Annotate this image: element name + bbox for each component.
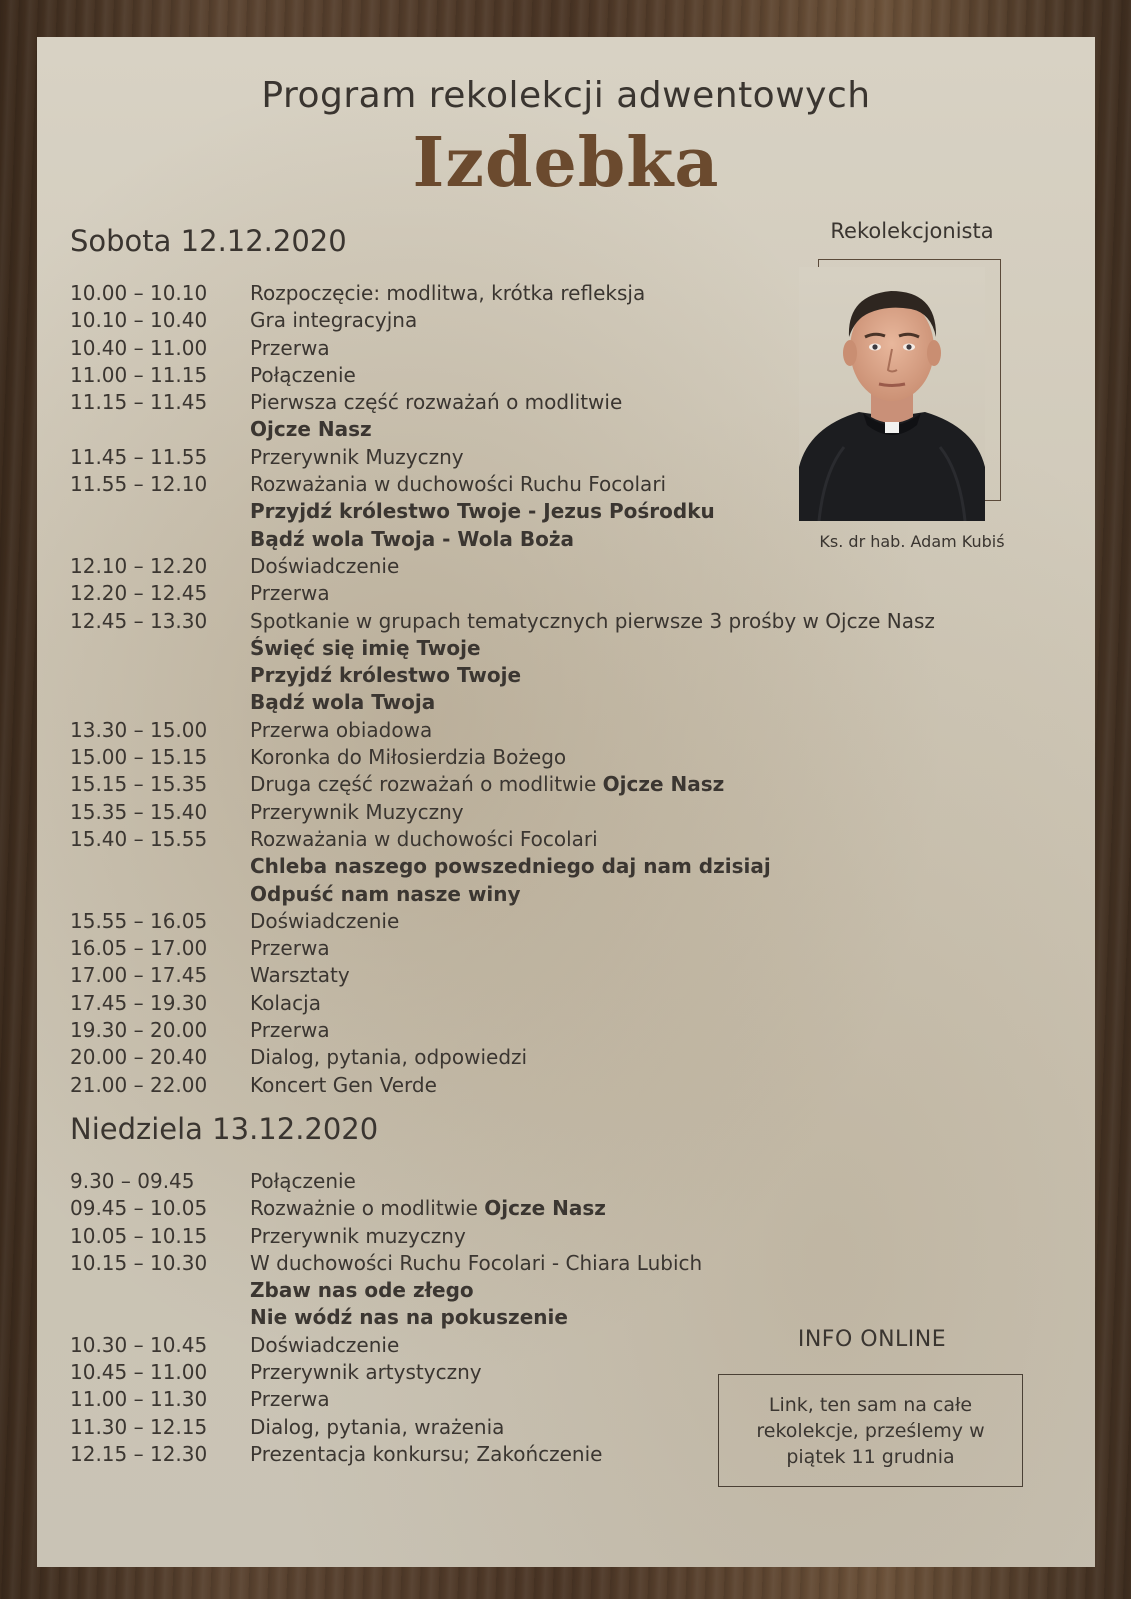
schedule-text: Koncert Gen Verde (250, 1072, 437, 1097)
schedule-text: W duchowości Ruchu Focolari - Chiara Lubich (250, 1250, 703, 1275)
schedule-description (250, 580, 1090, 607)
schedule-time (70, 416, 250, 443)
schedule-time (70, 662, 250, 689)
schedule-text: Druga część rozważań o modlitwie (250, 772, 603, 797)
schedule-text: Połączenie (250, 1169, 356, 1193)
schedule-time: 11.55 – 12.10 (70, 472, 208, 497)
schedule-time: 10.05 – 10.15 (70, 1223, 208, 1248)
schedule-description (250, 635, 1090, 662)
schedule-description (250, 553, 1090, 580)
schedule-highlight: Odpuść nam nasze winy (250, 881, 521, 906)
schedule-text: Doświadczenie (250, 553, 400, 578)
schedule-description (250, 717, 1090, 744)
schedule-text: Przerwa (250, 1387, 330, 1412)
schedule-time: 19.30 – 20.00 (70, 1018, 208, 1043)
schedule-description (250, 1195, 1090, 1222)
schedule-text: Kolacja (250, 990, 321, 1015)
schedule-time: 10.00 – 10.10 (70, 281, 208, 305)
schedule-time: 12.20 – 12.45 (70, 581, 208, 606)
schedule-row (70, 881, 1090, 908)
schedule-description (250, 1168, 1090, 1195)
schedule-time: 9.30 – 09.45 (70, 1169, 195, 1193)
schedule-description (250, 1223, 1090, 1250)
schedule-text: Przerwa (250, 335, 330, 360)
schedule-description (250, 744, 1090, 771)
schedule-description (250, 1250, 1090, 1277)
schedule-text: Rozważnie o modlitwie (250, 1196, 485, 1221)
schedule-time: 11.15 – 11.45 (70, 390, 208, 415)
schedule-text: Rozważania w duchowości Ruchu Focolari (250, 472, 667, 497)
schedule-description (250, 962, 1090, 989)
schedule-description (250, 1017, 1090, 1044)
schedule-text: Dialog, pytania, wrażenia (250, 1414, 505, 1439)
schedule-row (70, 1072, 1090, 1099)
schedule-text: Spotkanie w grupach tematycznych pierwsze 3 prośby w Ojcze Nasz (250, 608, 935, 633)
info-title: INFO ONLINE (797, 1327, 947, 1352)
schedule-row (70, 689, 1090, 716)
schedule-description (250, 689, 1090, 716)
schedule-text: Prezentacja konkursu; Zakończenie (250, 1441, 603, 1466)
schedule-time: 15.00 – 15.15 (70, 745, 208, 770)
sunday-heading: Niedziela 13.12.2020 (70, 1112, 379, 1146)
schedule-row (70, 826, 1090, 853)
schedule-description (250, 608, 1090, 635)
schedule-time (70, 526, 250, 553)
schedule-description (250, 853, 1090, 880)
schedule-time (70, 1277, 250, 1304)
schedule-time: 10.30 – 10.45 (70, 1332, 208, 1357)
schedule-time: 20.00 – 20.40 (70, 1045, 208, 1070)
schedule-time: 11.00 – 11.15 (70, 362, 208, 387)
schedule-row (70, 799, 1090, 826)
schedule-text: Przerywnik Muzyczny (250, 799, 464, 824)
schedule-highlight: Chleba naszego powszedniego daj nam dzisiaj (250, 854, 771, 879)
schedule-time: 15.55 – 16.05 (70, 908, 208, 933)
schedule-text: Dialog, pytania, odpowiedzi (250, 1045, 528, 1070)
schedule-time: 12.10 – 12.20 (70, 553, 208, 578)
schedule-row (70, 1195, 1090, 1222)
schedule-time: 10.45 – 11.00 (70, 1360, 208, 1385)
info-text: Link, ten sam na całe rekolekcje, prześlemy w piątek 11 grudnia (756, 1393, 985, 1468)
info-box (718, 1374, 1023, 1487)
schedule-row (70, 744, 1090, 771)
schedule-highlight: Ojcze Nasz (602, 772, 725, 797)
lecturer-name: Ks. dr hab. Adam Kubiś (819, 532, 1005, 551)
schedule-text: Pierwsza część rozważań o modlitwie (250, 390, 623, 415)
schedule-text: Koronka do Miłosierdzia Bożego (250, 745, 567, 770)
schedule-time (70, 881, 250, 908)
schedule-row (70, 608, 1090, 635)
schedule-row (70, 935, 1090, 962)
schedule-text: Rozważania w duchowości Focolari (250, 826, 598, 851)
schedule-time: 15.35 – 15.40 (70, 799, 208, 824)
poster-panel (37, 37, 1095, 1567)
schedule-text: Przerywnik muzyczny (250, 1223, 466, 1248)
schedule-time: 17.00 – 17.45 (70, 963, 208, 988)
schedule-text: Rozpoczęcie: modlitwa, krótka refleksja (250, 281, 646, 305)
schedule-row (70, 1168, 1090, 1195)
schedule-highlight: Bądź wola Twoja (250, 690, 436, 715)
schedule-text: Doświadczenie (250, 908, 400, 933)
schedule-description (250, 881, 1090, 908)
schedule-time: 15.40 – 15.55 (70, 826, 208, 851)
schedule-row (70, 1017, 1090, 1044)
schedule-row (70, 1044, 1090, 1071)
schedule-highlight: Przyjdź królestwo Twoje - Jezus Pośrodku (250, 499, 715, 524)
schedule-time (70, 635, 250, 662)
schedule-highlight: Święć się imię Twoje (250, 635, 481, 660)
schedule-description (250, 908, 1090, 935)
schedule-highlight: Bądź wola Twoja - Wola Boża (250, 526, 574, 551)
schedule-time (70, 1304, 250, 1331)
lecturer-label: Rekolekcjonista (830, 219, 994, 243)
schedule-text: Przerwa (250, 1018, 330, 1043)
schedule-time: 10.15 – 10.30 (70, 1250, 208, 1275)
schedule-description (250, 662, 1090, 689)
schedule-row (70, 990, 1090, 1017)
schedule-time: 15.15 – 15.35 (70, 772, 208, 797)
schedule-text: Doświadczenie (250, 1332, 400, 1357)
schedule-row (70, 771, 1090, 798)
schedule-time: 10.10 – 10.40 (70, 308, 208, 333)
schedule-text: Przerwa (250, 936, 330, 961)
schedule-description (250, 1044, 1090, 1071)
schedule-time: 13.30 – 15.00 (70, 717, 208, 742)
schedule-time: 21.00 – 22.00 (70, 1072, 208, 1097)
schedule-time: 11.00 – 11.30 (70, 1387, 208, 1412)
schedule-row (70, 908, 1090, 935)
schedule-row (70, 1223, 1090, 1250)
schedule-time: 11.45 – 11.55 (70, 444, 208, 469)
schedule-highlight: Nie wódź nas na pokuszenie (250, 1305, 568, 1330)
schedule-row (70, 962, 1090, 989)
poster-subtitle: Program rekolekcji adwentowych (261, 75, 871, 116)
schedule-highlight: Ojcze Nasz (250, 417, 372, 442)
schedule-description (250, 771, 1090, 798)
schedule-row (70, 662, 1090, 689)
schedule-row (70, 853, 1090, 880)
schedule-row (70, 1277, 1090, 1304)
schedule-text: Połączenie (250, 362, 356, 387)
schedule-row (70, 553, 1090, 580)
poster-title: Izdebka (412, 123, 720, 203)
saturday-heading: Sobota 12.12.2020 (70, 224, 347, 258)
schedule-time: 16.05 – 17.00 (70, 936, 208, 961)
schedule-row (70, 580, 1090, 607)
schedule-highlight: Ojcze Nasz (484, 1196, 606, 1221)
schedule-text: Przerywnik artystyczny (250, 1360, 482, 1385)
lecturer-photo (799, 267, 985, 521)
schedule-highlight: Zbaw nas ode złego (250, 1278, 474, 1303)
schedule-time: 09.45 – 10.05 (70, 1196, 208, 1221)
schedule-text: Gra integracyjna (250, 308, 418, 333)
schedule-time (70, 689, 250, 716)
schedule-text: Przerwa (250, 581, 330, 606)
schedule-text: Przerywnik Muzyczny (250, 444, 464, 469)
schedule-time: 12.45 – 13.30 (70, 608, 208, 633)
schedule-time: 11.30 – 12.15 (70, 1414, 208, 1439)
schedule-text: Przerwa obiadowa (250, 717, 433, 742)
schedule-description (250, 799, 1090, 826)
schedule-description (250, 826, 1090, 853)
schedule-time (70, 853, 250, 880)
schedule-row (70, 717, 1090, 744)
schedule-row (70, 635, 1090, 662)
schedule-time: 17.45 – 19.30 (70, 990, 208, 1015)
schedule-highlight: Przyjdź królestwo Twoje (250, 663, 522, 688)
schedule-time: 10.40 – 11.00 (70, 335, 208, 360)
schedule-description (250, 935, 1090, 962)
schedule-time: 12.15 – 12.30 (70, 1441, 208, 1466)
schedule-description (250, 990, 1090, 1017)
schedule-text: Warsztaty (250, 963, 350, 988)
schedule-row (70, 1250, 1090, 1277)
schedule-time (70, 498, 250, 525)
schedule-description (250, 1072, 1090, 1099)
schedule-description (250, 1277, 1090, 1304)
